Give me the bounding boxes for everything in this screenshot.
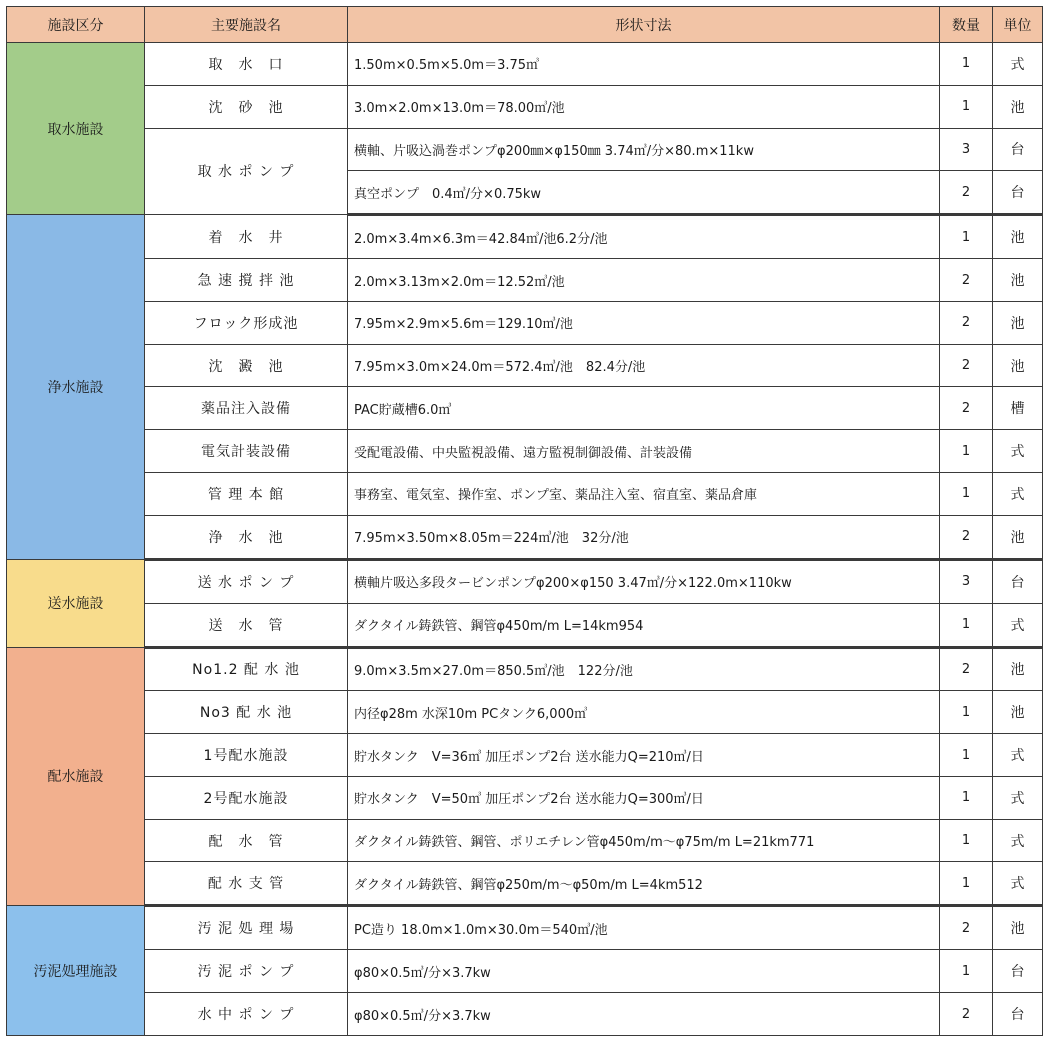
table-row bbox=[7, 215, 1043, 259]
category-cell-purification: 浄水施設 bbox=[7, 215, 145, 559]
spec-cell: 3.0m×2.0m×13.0m＝78.00㎥/池 bbox=[348, 85, 940, 128]
spec-cell: 2.0m×3.4m×6.3m＝42.84㎥/池6.2分/池 bbox=[348, 215, 940, 259]
unit-cell: 式 bbox=[993, 819, 1043, 862]
table-row bbox=[7, 862, 1043, 906]
spec-cell: 7.95m×3.50m×8.05m＝224㎥/池 32分/池 bbox=[348, 515, 940, 559]
quantity-cell: 2 bbox=[940, 171, 993, 215]
table-row bbox=[7, 128, 1043, 171]
quantity-cell: 1 bbox=[940, 734, 993, 777]
unit-cell: 台 bbox=[993, 171, 1043, 215]
spec-cell: PC造り 18.0m×1.0m×30.0m＝540㎥/池 bbox=[348, 906, 940, 950]
quantity-cell: 2 bbox=[940, 993, 993, 1036]
table-row bbox=[7, 776, 1043, 819]
spec-cell: 1.50m×0.5m×5.0m＝3.75㎥ bbox=[348, 43, 940, 86]
spec-cell: ダクタイル鋳鉄管、鋼管、ポリエチレン管φ450m/m～φ75m/m L=21km771 bbox=[348, 819, 940, 862]
spec-cell: 横軸、片吸込渦巻ポンプφ200㎜×φ150㎜ 3.74㎥/分×80.m×11kw bbox=[348, 128, 940, 171]
facility-name-cell: 送 水 ポ ン プ bbox=[145, 559, 348, 603]
table-row bbox=[7, 301, 1043, 344]
facility-name-cell: 浄 水 池 bbox=[145, 515, 348, 559]
facility-name-cell: 取 水 口 bbox=[145, 43, 348, 86]
quantity-cell: 1 bbox=[940, 950, 993, 993]
facility-name-cell: 汚 泥 処 理 場 bbox=[145, 906, 348, 950]
spec-cell: 真空ポンプ 0.4㎥/分×0.75kw bbox=[348, 171, 940, 215]
facility-name-cell: 配 水 管 bbox=[145, 819, 348, 862]
spec-cell: 受配電設備、中央監視設備、遠方監視制御設備、計装設備 bbox=[348, 430, 940, 473]
facility-name-cell: 1号配水施設 bbox=[145, 734, 348, 777]
quantity-cell: 1 bbox=[940, 215, 993, 259]
header-quantity: 数量 bbox=[940, 7, 993, 43]
spec-cell: ダクタイル鋳鉄管、鋼管φ450m/m L=14km954 bbox=[348, 603, 940, 647]
category-cell-sludge: 汚泥処理施設 bbox=[7, 906, 145, 1036]
unit-cell: 式 bbox=[993, 430, 1043, 473]
table-row bbox=[7, 344, 1043, 387]
unit-cell: 池 bbox=[993, 515, 1043, 559]
facility-name-cell: 着 水 井 bbox=[145, 215, 348, 259]
header-spec: 形状寸法 bbox=[348, 7, 940, 43]
unit-cell: 池 bbox=[993, 691, 1043, 734]
unit-cell: 池 bbox=[993, 259, 1043, 302]
quantity-cell: 1 bbox=[940, 430, 993, 473]
unit-cell: 式 bbox=[993, 603, 1043, 647]
unit-cell: 式 bbox=[993, 734, 1043, 777]
quantity-cell: 2 bbox=[940, 301, 993, 344]
quantity-cell: 2 bbox=[940, 906, 993, 950]
facility-name-cell: 水 中 ポ ン プ bbox=[145, 993, 348, 1036]
header-category: 施設区分 bbox=[7, 7, 145, 43]
facility-name-cell: 2号配水施設 bbox=[145, 776, 348, 819]
spec-cell: ダクタイル鋳鉄管、鋼管φ250m/m～φ50m/m L=4km512 bbox=[348, 862, 940, 906]
table-row bbox=[7, 515, 1043, 559]
table-row bbox=[7, 993, 1043, 1036]
table-row bbox=[7, 387, 1043, 430]
table-row bbox=[7, 819, 1043, 862]
quantity-cell: 3 bbox=[940, 559, 993, 603]
spec-cell: 貯水タンク V=36㎥ 加圧ポンプ2台 送水能力Q=210㎥/日 bbox=[348, 734, 940, 777]
quantity-cell: 2 bbox=[940, 344, 993, 387]
spec-cell: φ80×0.5㎥/分×3.7kw bbox=[348, 950, 940, 993]
table-row bbox=[7, 691, 1043, 734]
category-cell-intake: 取水施設 bbox=[7, 43, 145, 215]
header-unit: 単位 bbox=[993, 7, 1043, 43]
table-row bbox=[7, 647, 1043, 691]
table-row bbox=[7, 259, 1043, 302]
unit-cell: 池 bbox=[993, 215, 1043, 259]
unit-cell: 台 bbox=[993, 993, 1043, 1036]
unit-cell: 台 bbox=[993, 128, 1043, 171]
unit-cell: 式 bbox=[993, 43, 1043, 86]
unit-cell: 池 bbox=[993, 85, 1043, 128]
quantity-cell: 1 bbox=[940, 603, 993, 647]
spec-cell: 事務室、電気室、操作室、ポンプ室、薬品注入室、宿直室、薬品倉庫 bbox=[348, 472, 940, 515]
table-row bbox=[7, 85, 1043, 128]
facility-name-cell: 送 水 管 bbox=[145, 603, 348, 647]
facility-name-cell: 沈 澱 池 bbox=[145, 344, 348, 387]
table-row bbox=[7, 906, 1043, 950]
unit-cell: 式 bbox=[993, 862, 1043, 906]
unit-cell: 式 bbox=[993, 472, 1043, 515]
table-row bbox=[7, 950, 1043, 993]
facility-name-cell: 急 速 撹 拌 池 bbox=[145, 259, 348, 302]
spec-cell: 7.95m×2.9m×5.6m＝129.10㎥/池 bbox=[348, 301, 940, 344]
quantity-cell: 1 bbox=[940, 776, 993, 819]
table-row bbox=[7, 472, 1043, 515]
spec-cell: 横軸片吸込多段タービンポンプφ200×φ150 3.47㎥/分×122.0m×110kw bbox=[348, 559, 940, 603]
spec-cell: 9.0m×3.5m×27.0m＝850.5㎥/池 122分/池 bbox=[348, 647, 940, 691]
table-row bbox=[7, 603, 1043, 647]
unit-cell: 池 bbox=[993, 301, 1043, 344]
category-cell-transmission: 送水施設 bbox=[7, 559, 145, 647]
spec-cell: 内径φ28m 水深10m PCタンク6,000㎥ bbox=[348, 691, 940, 734]
quantity-cell: 1 bbox=[940, 819, 993, 862]
unit-cell: 槽 bbox=[993, 387, 1043, 430]
facility-name-cell: 沈 砂 池 bbox=[145, 85, 348, 128]
facility-name-cell: 電気計装設備 bbox=[145, 430, 348, 473]
category-cell-distribution: 配水施設 bbox=[7, 647, 145, 906]
facility-name-cell: 汚 泥 ポ ン プ bbox=[145, 950, 348, 993]
header-row bbox=[7, 7, 1043, 43]
facility-table-sheet bbox=[6, 6, 1042, 1036]
unit-cell: 台 bbox=[993, 559, 1043, 603]
table-row bbox=[7, 734, 1043, 777]
spec-cell: PAC貯蔵槽6.0㎥ bbox=[348, 387, 940, 430]
table-row bbox=[7, 43, 1043, 86]
quantity-cell: 2 bbox=[940, 647, 993, 691]
facility-name-cell: 取 水 ポ ン プ bbox=[145, 128, 348, 215]
quantity-cell: 1 bbox=[940, 85, 993, 128]
quantity-cell: 1 bbox=[940, 472, 993, 515]
unit-cell: 池 bbox=[993, 647, 1043, 691]
facility-table bbox=[6, 6, 1043, 1036]
unit-cell: 台 bbox=[993, 950, 1043, 993]
spec-cell: φ80×0.5㎥/分×3.7kw bbox=[348, 993, 940, 1036]
quantity-cell: 1 bbox=[940, 43, 993, 86]
quantity-cell: 1 bbox=[940, 862, 993, 906]
facility-name-cell: No3 配 水 池 bbox=[145, 691, 348, 734]
facility-name-cell: 配 水 支 管 bbox=[145, 862, 348, 906]
unit-cell: 池 bbox=[993, 906, 1043, 950]
unit-cell: 池 bbox=[993, 344, 1043, 387]
facility-name-cell: 薬品注入設備 bbox=[145, 387, 348, 430]
table-row bbox=[7, 430, 1043, 473]
spec-cell: 貯水タンク V=50㎥ 加圧ポンプ2台 送水能力Q=300㎥/日 bbox=[348, 776, 940, 819]
quantity-cell: 2 bbox=[940, 515, 993, 559]
quantity-cell: 1 bbox=[940, 691, 993, 734]
spec-cell: 7.95m×3.0m×24.0m＝572.4㎥/池 82.4分/池 bbox=[348, 344, 940, 387]
facility-name-cell: No1.2 配 水 池 bbox=[145, 647, 348, 691]
header-facility-name: 主要施設名 bbox=[145, 7, 348, 43]
quantity-cell: 3 bbox=[940, 128, 993, 171]
facility-name-cell: フロック形成池 bbox=[145, 301, 348, 344]
quantity-cell: 2 bbox=[940, 259, 993, 302]
spec-cell: 2.0m×3.13m×2.0m＝12.52㎥/池 bbox=[348, 259, 940, 302]
facility-name-cell: 管 理 本 館 bbox=[145, 472, 348, 515]
quantity-cell: 2 bbox=[940, 387, 993, 430]
table-row bbox=[7, 559, 1043, 603]
unit-cell: 式 bbox=[993, 776, 1043, 819]
